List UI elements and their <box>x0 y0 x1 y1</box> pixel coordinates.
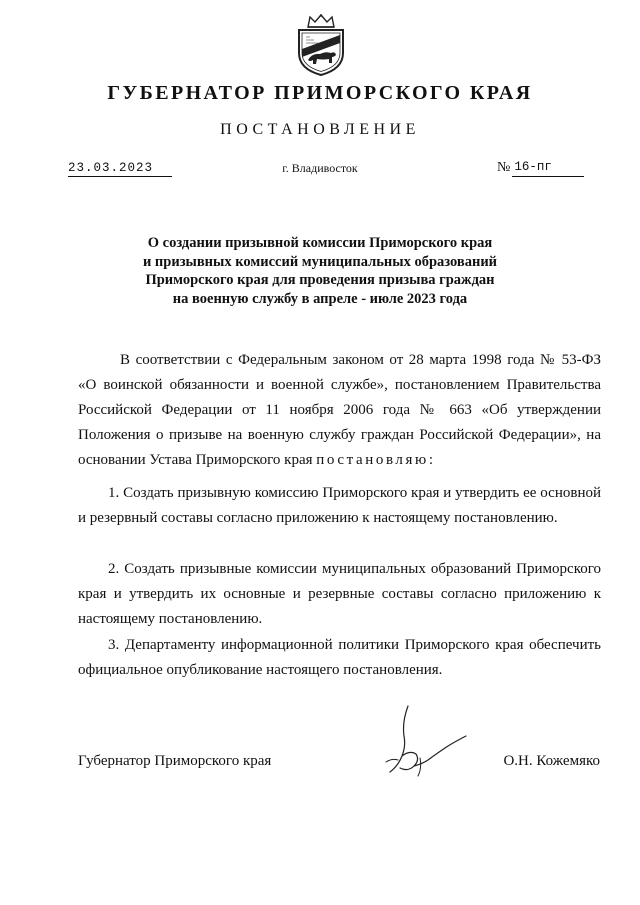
title-line: на военную службу в апреле - июле 2023 года <box>172 290 468 307</box>
number-sign: № <box>497 160 511 175</box>
resolution-item-1: 1. Создать призывную комиссию Приморского края и утвердить ее основной и резервный составы согласно приложению к настоящему постановлению. <box>78 485 601 526</box>
preamble-text: В соответствии с Федеральным законом от 28 марта 1998 года № 53-ФЗ «О воинской обязанности и военной службе», постановлением Правительства Российской Федерации от 11 ноября 2006 года № 663 «Об утверждении Положения о призыве на военную службу граждан Российской Федерации», на основании Устава Приморского края <box>78 352 601 468</box>
issuing-authority: ГУБЕРНАТОР ПРИМОРСКОГО КРАЯ <box>107 82 533 104</box>
coat-of-arms-icon <box>290 13 352 77</box>
signatory-position: Губернатор Приморского края <box>78 753 272 769</box>
resolve-word: постановляю <box>316 452 429 468</box>
title-line: Приморского края для проведения призыва граждан <box>145 272 495 288</box>
document-type: ПОСТАНОВЛЕНИЕ <box>220 121 420 138</box>
document-title <box>120 234 520 308</box>
resolution-item-2: 2. Создать призывные комиссии муниципальных образований Приморского края и утвердить их основные и резервные составы согласно приложению к настоящему постановлению. <box>78 561 601 627</box>
title-line: О создании призывной комиссии Приморского края <box>147 235 493 251</box>
resolve-colon: : <box>428 452 433 468</box>
preamble-paragraph <box>78 348 601 473</box>
handwritten-signature <box>372 702 472 784</box>
document-city: г. Владивосток <box>282 161 358 175</box>
title-line: и призывных комиссий муниципальных образований <box>142 253 498 270</box>
signatory-name: О.Н. Кожемяко <box>503 753 600 769</box>
number-value: 16-пг <box>512 158 584 177</box>
document-date: 23.03.2023 <box>68 160 172 177</box>
resolution-item-3: 3. Департаменту информационной политики Приморского края обеспечить официальное опубликование настоящего постановления. <box>78 637 601 678</box>
document-number <box>497 158 584 177</box>
